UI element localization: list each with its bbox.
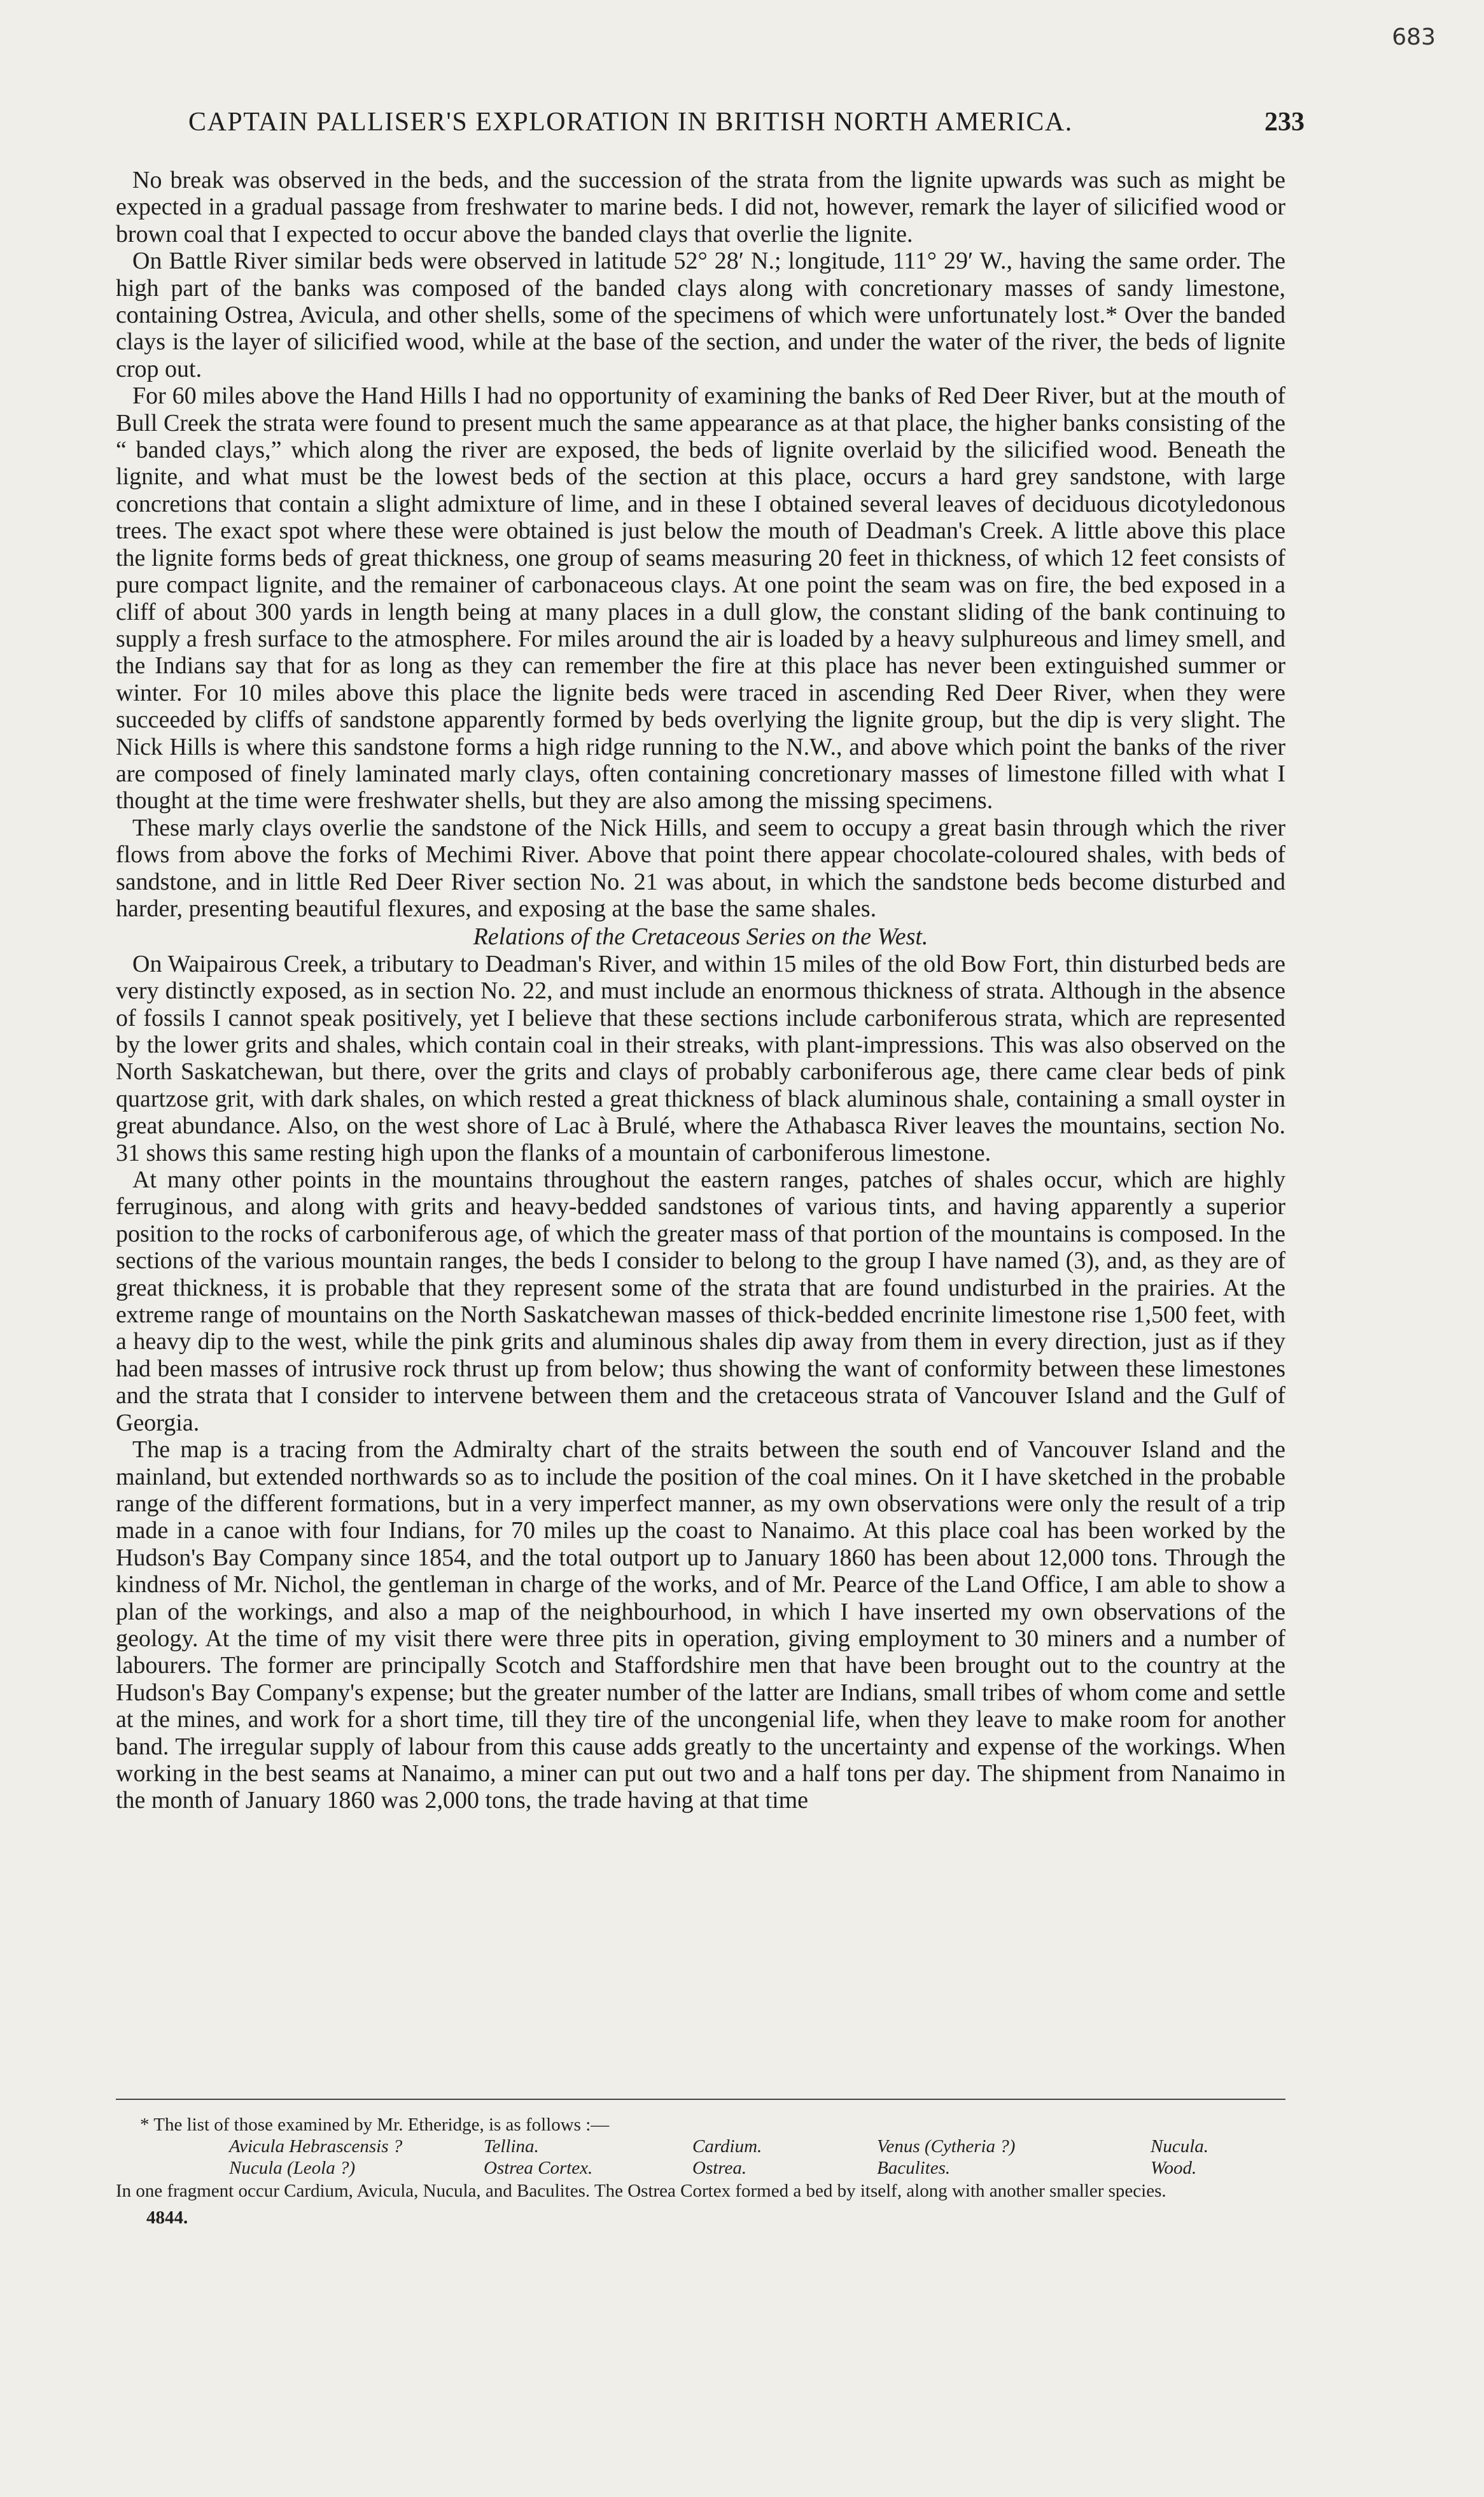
paragraph: On Battle River similar beds were observed in latitude 52° 28′ N.; longitude, 111° 29′ W., having the same order. The high part of the banks was composed of the banded clays along with concretionary masses of sandy limestone, containing Ostrea, Avicula, and other shells, some of the specimens of which were unfortunately lost.* Over the banded clays is the layer of silicified wood, while at the base of the section, and under the water of the river, the beds of lignite crop out. (116, 248, 1285, 382)
print-signature: 4844. (146, 2207, 188, 2228)
paragraph: At many other points in the mountains throughout the eastern ranges, patches of shales occur, which are highly ferruginous, and along with grits and heavy-bedded sandstones of various tints, and having apparently a superior position to the rocks of carboniferous age, of which the greater mass of that portion of the mountains is composed. In the sections of the various mountain ranges, the beds I consider to belong to the group I have named (3), and, as they are of great thickness, it is probable that they represent some of the strata that are found undisturbed in the prairies. At the extreme range of mountains on the North Saskatchewan masses of thick-bedded encrinite limestone rise 1,500 feet, with a heavy dip to the west, while the pink grits and aluminous shales dip away from them in every direction, just as if they had been masses of intrusive rock thrust up from below; thus showing the want of conformity between these limestones and the strata that I consider to intervene between them and the cretaceous strata of Vancouver Island and the Gulf of Georgia. (116, 1166, 1285, 1436)
species-item: Cardium. (692, 2136, 762, 2157)
species-item: Tellina. (484, 2136, 539, 2157)
species-list (116, 2136, 1285, 2179)
body-text (116, 167, 1285, 1814)
footnotes (116, 2114, 1285, 2228)
species-item: Wood. (1151, 2158, 1197, 2178)
species-item: Avicula Hebrascensis ? (229, 2136, 403, 2157)
header-page-number: 233 (1264, 108, 1305, 137)
species-item: Ostrea Cortex. (484, 2158, 593, 2178)
section-subheading: Relations of the Cretaceous Series on the West. (473, 923, 928, 951)
header-title: CAPTAIN PALLISER'S EXPLORATION IN BRITISH NORTH AMERICA. (188, 108, 1073, 137)
paragraph: On Waipairous Creek, a tributary to Deadman's River, and within 15 miles of the old Bow Fort, thin disturbed beds are very distinctly exposed, as in section No. 22, and must include an enormous thickness of strata. Although in the absence of fossils I cannot speak positively, yet I believe that these sections include carboniferous strata, which are represented by the lower grits and shales, which contain coal in their streaks, with plant-impressions. This was also observed on the North Saskatchewan, but there, over the grits and clays of probably carboniferous age, there came clear beds of pink quartzose grit, with dark shales, on which rested a great thickness of black aluminous shale, containing a small oyster in great abundance. Also, on the west shore of Lac à Brulé, where the Athabasca River leaves the mountains, section No. 31 shows this same resting high upon the flanks of a mountain of carboniferous limestone. (116, 950, 1285, 1166)
species-item: Baculites. (877, 2158, 951, 2178)
species-item: Ostrea. (692, 2158, 747, 2178)
paragraph: These marly clays overlie the sandstone of the Nick Hills, and seem to occupy a great basin through which the river flows from above the forks of Mechimi River. Above that point there appear chocolate-coloured shales, with beds of sandstone, and in little Red Deer River section No. 21 was about, in which the sandstone beds become disturbed and harder, presenting beautiful flexures, and exposing at the base the same shales. (116, 814, 1285, 922)
species-item: Venus (Cytheria ?) (877, 2136, 1016, 2157)
species-item: Nucula (Leola ?) (229, 2158, 356, 2178)
species-item: Nucula. (1151, 2136, 1209, 2157)
footnote-text: In one fragment occur Cardium, Avicula, Nucula, and Baculites. The Ostrea Cortex formed a bed by itself, along with another smaller species. (116, 2181, 1166, 2201)
page-corner-number: 683 (1392, 24, 1436, 50)
paragraph: The map is a tracing from the Admiralty chart of the straits between the south end of Vancouver Island and the mainland, but extended northwards so as to include the position of the coal mines. On it I have sketched in the probable range of the different formations, but in a very imperfect manner, as my own observations were only the result of a trip made in a canoe with four Indians, for 70 miles up the coast to Nanaimo. At this place coal has been worked by the Hudson's Bay Company since 1854, and the total outport up to January 1860 has been about 12,000 tons. Through the kindness of Mr. Nichol, the gentleman in charge of the works, and of Mr. Pearce of the Land Office, I am able to show a plan of the workings, and also a map of the neighbourhood, in which I have inserted my own observations of the geology. At the time of my visit there were three pits in operation, giving employment to 30 miners and a number of labourers. The former are principally Scotch and Staffordshire men that have been brought out to the country at the Hudson's Bay Company's expense; but the greater number of the latter are Indians, small tribes of whom come and settle at the mines, and work for a short time, till they tire of the uncongenial life, when they leave to make room for another band. The irregular supply of labour from this cause adds greatly to the uncertainty and expense of the workings. When working in the best seams at Nanaimo, a miner can put out two and a half tons per day. The shipment from Nanaimo in the month of January 1860 was 2,000 tons, the trade having at that time (116, 1436, 1285, 1814)
footnote-rule (116, 2099, 1285, 2100)
paragraph: No break was observed in the beds, and the succession of the strata from the lignite upwards was such as might be expected in a gradual passage from freshwater to marine beds. I did not, however, remark the layer of silicified wood or brown coal that I expected to occur above the banded clays that overlie the lignite. (116, 167, 1285, 248)
running-header (188, 107, 1305, 137)
footnote-intro: * The list of those examined by Mr. Etheridge, is as follows :— (140, 2115, 610, 2135)
paragraph: For 60 miles above the Hand Hills I had no opportunity of examining the banks of Red Deer River, but at the mouth of Bull Creek the strata were found to present much the same appearance as at that place, the higher banks consisting of the “ banded clays,” which along the river are exposed, the beds of lignite overlaid by the silicified wood. Beneath the lignite, and what must be the lowest beds of the section at this place, occurs a hard grey sandstone, with large concretions that contain a slight admixture of lime, and in these I obtained several leaves of deciduous dicotyledonous trees. The exact spot where these were obtained is just below the mouth of Deadman's Creek. A little above this place the lignite forms beds of great thickness, one group of seams measuring 20 feet in thickness, of which 12 feet consists of pure compact lignite, and the remainer of carbonaceous clays. At one point the seam was on fire, the bed exposed in a cliff of about 300 yards in length being at many places in a dull glow, the constant sliding of the bank continuing to supply a fresh surface to the atmosphere. For miles around the air is loaded by a heavy sulphureous and limey smell, and the Indians say that for as long as they can remember the fire at this place has never been extinguished summer or winter. For 10 miles above this place the lignite beds were traced in ascending Red Deer River, when they were succeeded by cliffs of sandstone apparently formed by beds overlying the lignite group, but the dip is very slight. The Nick Hills is where this sandstone forms a high ridge running to the N.W., and above which point the banks of the river are composed of finely laminated marly clays, often containing concretionary masses of limestone filled with what I thought at the time were freshwater shells, but they are also among the missing specimens. (116, 382, 1285, 815)
